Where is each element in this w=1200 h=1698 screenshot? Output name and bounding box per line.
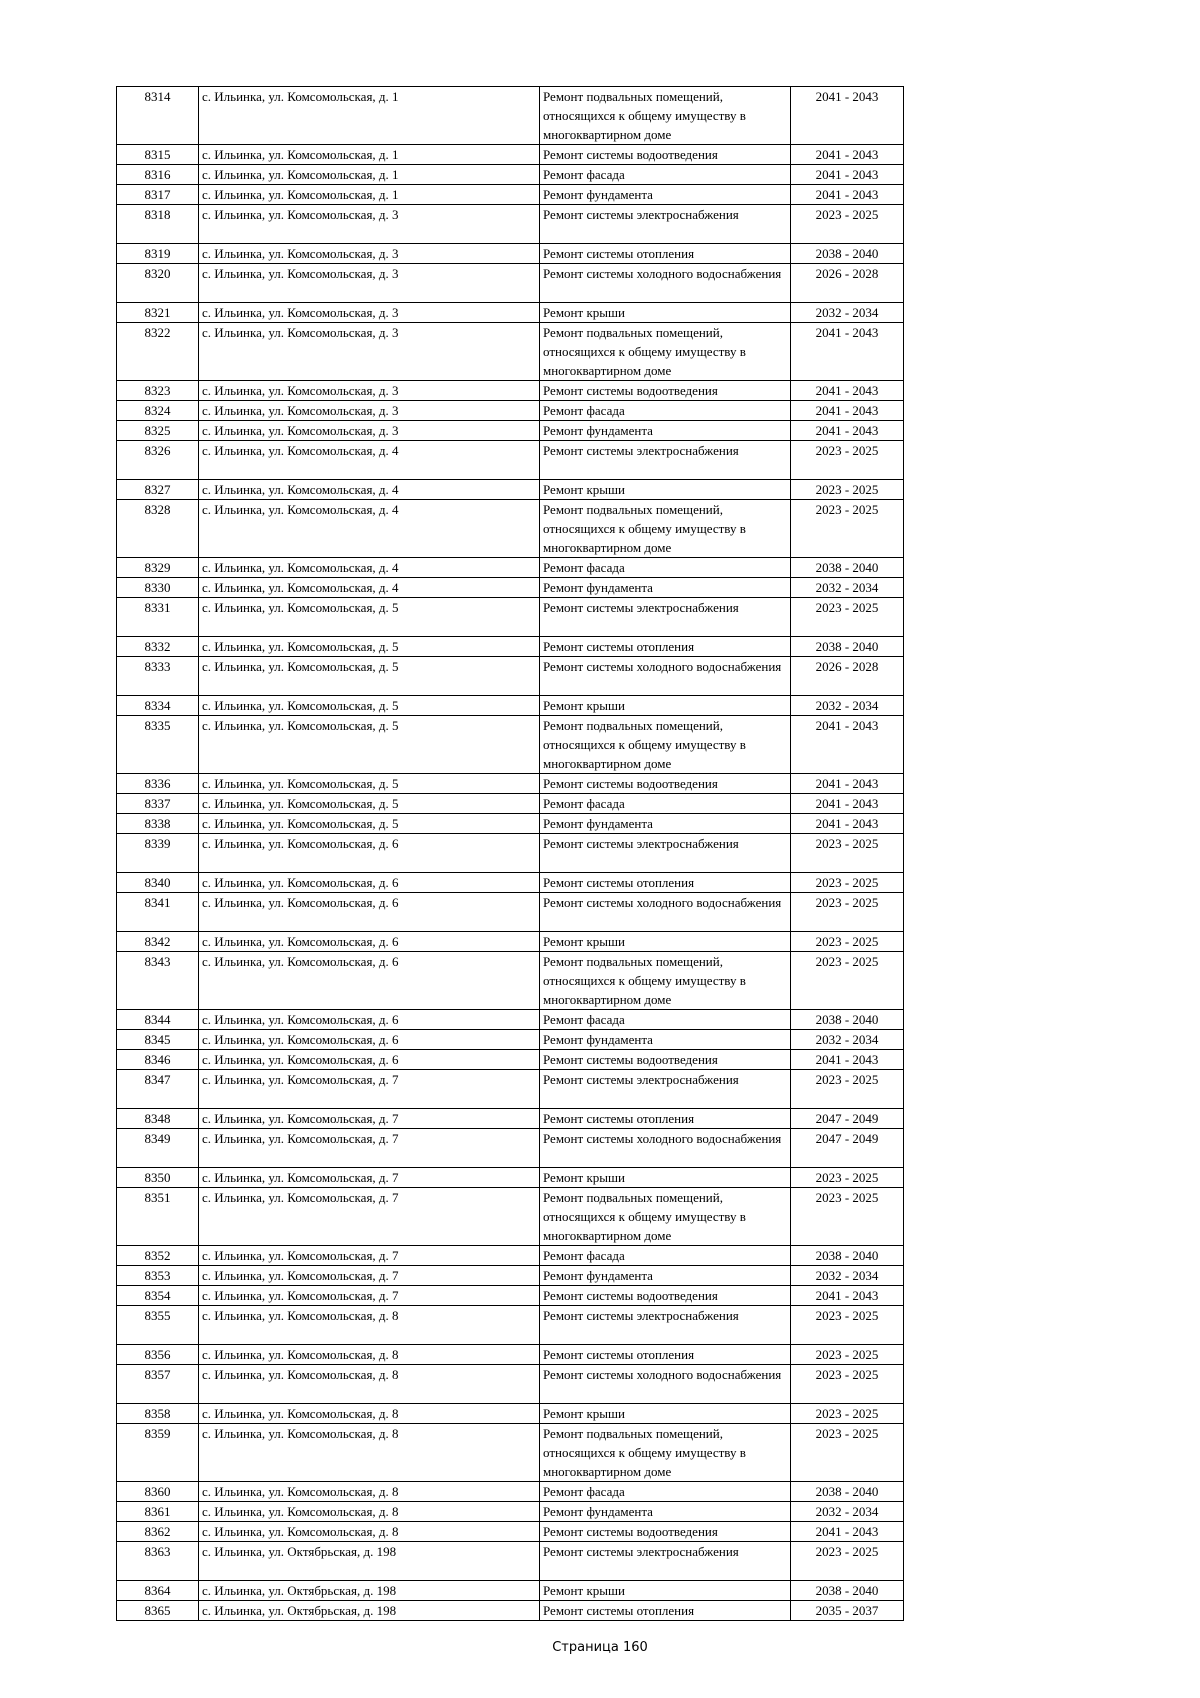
address-cell: с. Ильинка, ул. Комсомольская, д. 8 bbox=[199, 1404, 540, 1424]
work-type-cell: Ремонт системы холодного водоснабжения bbox=[540, 1365, 791, 1404]
work-type-cell: Ремонт системы электроснабжения bbox=[540, 441, 791, 480]
period-cell: 2035 - 2037 bbox=[791, 1601, 904, 1621]
address-cell: с. Ильинка, ул. Комсомольская, д. 5 bbox=[199, 774, 540, 794]
row-number-cell: 8349 bbox=[117, 1129, 199, 1168]
row-number-cell: 8317 bbox=[117, 185, 199, 205]
address-cell: с. Ильинка, ул. Комсомольская, д. 7 bbox=[199, 1070, 540, 1109]
period-cell: 2041 - 2043 bbox=[791, 774, 904, 794]
row-number-cell: 8326 bbox=[117, 441, 199, 480]
work-type-cell: Ремонт системы водоотведения bbox=[540, 774, 791, 794]
period-cell: 2023 - 2025 bbox=[791, 1070, 904, 1109]
work-type-cell: Ремонт фасада bbox=[540, 165, 791, 185]
row-number-cell: 8339 bbox=[117, 834, 199, 873]
address-cell: с. Ильинка, ул. Комсомольская, д. 1 bbox=[199, 185, 540, 205]
row-number-cell: 8328 bbox=[117, 500, 199, 558]
period-cell: 2032 - 2034 bbox=[791, 303, 904, 323]
row-number-cell: 8346 bbox=[117, 1050, 199, 1070]
work-type-cell: Ремонт системы холодного водоснабжения bbox=[540, 893, 791, 932]
work-type-cell: Ремонт фасада bbox=[540, 794, 791, 814]
period-cell: 2023 - 2025 bbox=[791, 205, 904, 244]
row-number-cell: 8362 bbox=[117, 1522, 199, 1542]
period-cell: 2032 - 2034 bbox=[791, 578, 904, 598]
table-row bbox=[117, 381, 904, 401]
work-type-cell: Ремонт системы водоотведения bbox=[540, 1286, 791, 1306]
work-type-cell: Ремонт системы отопления bbox=[540, 1601, 791, 1621]
period-cell: 2032 - 2034 bbox=[791, 1030, 904, 1050]
row-number-cell: 8327 bbox=[117, 480, 199, 500]
period-cell: 2041 - 2043 bbox=[791, 716, 904, 774]
address-cell: с. Ильинка, ул. Комсомольская, д. 3 bbox=[199, 381, 540, 401]
row-number-cell: 8351 bbox=[117, 1188, 199, 1246]
period-cell: 2041 - 2043 bbox=[791, 1050, 904, 1070]
row-number-cell: 8345 bbox=[117, 1030, 199, 1050]
work-type-cell: Ремонт фундамента bbox=[540, 1266, 791, 1286]
address-cell: с. Ильинка, ул. Октябрьская, д. 198 bbox=[199, 1601, 540, 1621]
work-type-cell: Ремонт фасада bbox=[540, 401, 791, 421]
row-number-cell: 8337 bbox=[117, 794, 199, 814]
address-cell: с. Ильинка, ул. Комсомольская, д. 4 bbox=[199, 558, 540, 578]
period-cell: 2032 - 2034 bbox=[791, 696, 904, 716]
table-row bbox=[117, 1050, 904, 1070]
table-row bbox=[117, 1502, 904, 1522]
work-type-cell: Ремонт системы холодного водоснабжения bbox=[540, 264, 791, 303]
address-cell: с. Ильинка, ул. Комсомольская, д. 8 bbox=[199, 1502, 540, 1522]
address-cell: с. Ильинка, ул. Комсомольская, д. 6 bbox=[199, 1010, 540, 1030]
row-number-cell: 8363 bbox=[117, 1542, 199, 1581]
row-number-cell: 8316 bbox=[117, 165, 199, 185]
period-cell: 2038 - 2040 bbox=[791, 1010, 904, 1030]
work-type-cell: Ремонт системы холодного водоснабжения bbox=[540, 1129, 791, 1168]
period-cell: 2023 - 2025 bbox=[791, 598, 904, 637]
address-cell: с. Ильинка, ул. Комсомольская, д. 3 bbox=[199, 244, 540, 264]
table-row bbox=[117, 1365, 904, 1404]
period-cell: 2038 - 2040 bbox=[791, 1246, 904, 1266]
period-cell: 2041 - 2043 bbox=[791, 165, 904, 185]
table-row bbox=[117, 401, 904, 421]
table-row bbox=[117, 716, 904, 774]
table-row bbox=[117, 932, 904, 952]
row-number-cell: 8350 bbox=[117, 1168, 199, 1188]
table-row bbox=[117, 500, 904, 558]
address-cell: с. Ильинка, ул. Комсомольская, д. 7 bbox=[199, 1129, 540, 1168]
work-type-cell: Ремонт фундамента bbox=[540, 1502, 791, 1522]
period-cell: 2041 - 2043 bbox=[791, 421, 904, 441]
work-type-cell: Ремонт крыши bbox=[540, 1168, 791, 1188]
work-type-cell: Ремонт системы отопления bbox=[540, 1345, 791, 1365]
work-type-cell: Ремонт подвальных помещений, относящихся к общему имуществу в многоквартирном доме bbox=[540, 716, 791, 774]
address-cell: с. Ильинка, ул. Октябрьская, д. 198 bbox=[199, 1581, 540, 1601]
address-cell: с. Ильинка, ул. Комсомольская, д. 5 bbox=[199, 598, 540, 637]
row-number-cell: 8340 bbox=[117, 873, 199, 893]
period-cell: 2041 - 2043 bbox=[791, 185, 904, 205]
table-row bbox=[117, 578, 904, 598]
period-cell: 2047 - 2049 bbox=[791, 1109, 904, 1129]
work-type-cell: Ремонт системы отопления bbox=[540, 244, 791, 264]
address-cell: с. Ильинка, ул. Комсомольская, д. 7 bbox=[199, 1266, 540, 1286]
row-number-cell: 8325 bbox=[117, 421, 199, 441]
address-cell: с. Ильинка, ул. Комсомольская, д. 5 bbox=[199, 637, 540, 657]
table-row bbox=[117, 1482, 904, 1502]
table-row bbox=[117, 1070, 904, 1109]
table-row bbox=[117, 1010, 904, 1030]
row-number-cell: 8336 bbox=[117, 774, 199, 794]
row-number-cell: 8361 bbox=[117, 1502, 199, 1522]
row-number-cell: 8333 bbox=[117, 657, 199, 696]
work-type-cell: Ремонт крыши bbox=[540, 1404, 791, 1424]
work-type-cell: Ремонт системы отопления bbox=[540, 873, 791, 893]
period-cell: 2041 - 2043 bbox=[791, 1286, 904, 1306]
work-type-cell: Ремонт крыши bbox=[540, 696, 791, 716]
work-type-cell: Ремонт фасада bbox=[540, 1482, 791, 1502]
period-cell: 2023 - 2025 bbox=[791, 834, 904, 873]
row-number-cell: 8364 bbox=[117, 1581, 199, 1601]
work-type-cell: Ремонт системы водоотведения bbox=[540, 145, 791, 165]
work-type-cell: Ремонт системы электроснабжения bbox=[540, 598, 791, 637]
address-cell: с. Ильинка, ул. Октябрьская, д. 198 bbox=[199, 1542, 540, 1581]
table-row bbox=[117, 834, 904, 873]
address-cell: с. Ильинка, ул. Комсомольская, д. 1 bbox=[199, 87, 540, 145]
address-cell: с. Ильинка, ул. Комсомольская, д. 4 bbox=[199, 500, 540, 558]
period-cell: 2038 - 2040 bbox=[791, 558, 904, 578]
repair-schedule-body bbox=[117, 87, 904, 1621]
address-cell: с. Ильинка, ул. Комсомольская, д. 6 bbox=[199, 1050, 540, 1070]
period-cell: 2023 - 2025 bbox=[791, 1542, 904, 1581]
address-cell: с. Ильинка, ул. Комсомольская, д. 7 bbox=[199, 1286, 540, 1306]
period-cell: 2041 - 2043 bbox=[791, 794, 904, 814]
table-row bbox=[117, 794, 904, 814]
row-number-cell: 8348 bbox=[117, 1109, 199, 1129]
period-cell: 2038 - 2040 bbox=[791, 1482, 904, 1502]
address-cell: с. Ильинка, ул. Комсомольская, д. 6 bbox=[199, 1030, 540, 1050]
table-row bbox=[117, 264, 904, 303]
work-type-cell: Ремонт системы холодного водоснабжения bbox=[540, 657, 791, 696]
row-number-cell: 8334 bbox=[117, 696, 199, 716]
period-cell: 2023 - 2025 bbox=[791, 480, 904, 500]
period-cell: 2023 - 2025 bbox=[791, 952, 904, 1010]
row-number-cell: 8318 bbox=[117, 205, 199, 244]
period-cell: 2023 - 2025 bbox=[791, 1404, 904, 1424]
address-cell: с. Ильинка, ул. Комсомольская, д. 6 bbox=[199, 893, 540, 932]
row-number-cell: 8355 bbox=[117, 1306, 199, 1345]
row-number-cell: 8319 bbox=[117, 244, 199, 264]
period-cell: 2041 - 2043 bbox=[791, 1522, 904, 1542]
work-type-cell: Ремонт системы электроснабжения bbox=[540, 1542, 791, 1581]
table-row bbox=[117, 1581, 904, 1601]
row-number-cell: 8330 bbox=[117, 578, 199, 598]
address-cell: с. Ильинка, ул. Комсомольская, д. 3 bbox=[199, 303, 540, 323]
table-row bbox=[117, 1522, 904, 1542]
work-type-cell: Ремонт системы водоотведения bbox=[540, 1050, 791, 1070]
work-type-cell: Ремонт фундамента bbox=[540, 578, 791, 598]
work-type-cell: Ремонт фасада bbox=[540, 1010, 791, 1030]
row-number-cell: 8356 bbox=[117, 1345, 199, 1365]
table-row bbox=[117, 1129, 904, 1168]
row-number-cell: 8324 bbox=[117, 401, 199, 421]
period-cell: 2023 - 2025 bbox=[791, 1306, 904, 1345]
table-row bbox=[117, 873, 904, 893]
address-cell: с. Ильинка, ул. Комсомольская, д. 6 bbox=[199, 952, 540, 1010]
period-cell: 2041 - 2043 bbox=[791, 814, 904, 834]
row-number-cell: 8314 bbox=[117, 87, 199, 145]
period-cell: 2041 - 2043 bbox=[791, 381, 904, 401]
address-cell: с. Ильинка, ул. Комсомольская, д. 7 bbox=[199, 1168, 540, 1188]
period-cell: 2041 - 2043 bbox=[791, 87, 904, 145]
table-row bbox=[117, 1266, 904, 1286]
address-cell: с. Ильинка, ул. Комсомольская, д. 5 bbox=[199, 657, 540, 696]
table-row bbox=[117, 87, 904, 145]
row-number-cell: 8332 bbox=[117, 637, 199, 657]
work-type-cell: Ремонт фундамента bbox=[540, 814, 791, 834]
address-cell: с. Ильинка, ул. Комсомольская, д. 5 bbox=[199, 794, 540, 814]
table-row bbox=[117, 145, 904, 165]
table-row bbox=[117, 1188, 904, 1246]
address-cell: с. Ильинка, ул. Комсомольская, д. 7 bbox=[199, 1109, 540, 1129]
address-cell: с. Ильинка, ул. Комсомольская, д. 3 bbox=[199, 323, 540, 381]
table-row bbox=[117, 952, 904, 1010]
period-cell: 2023 - 2025 bbox=[791, 893, 904, 932]
table-row bbox=[117, 696, 904, 716]
table-row bbox=[117, 303, 904, 323]
period-cell: 2023 - 2025 bbox=[791, 1365, 904, 1404]
address-cell: с. Ильинка, ул. Комсомольская, д. 4 bbox=[199, 441, 540, 480]
row-number-cell: 8357 bbox=[117, 1365, 199, 1404]
work-type-cell: Ремонт системы электроснабжения bbox=[540, 205, 791, 244]
row-number-cell: 8358 bbox=[117, 1404, 199, 1424]
period-cell: 2032 - 2034 bbox=[791, 1502, 904, 1522]
row-number-cell: 8354 bbox=[117, 1286, 199, 1306]
address-cell: с. Ильинка, ул. Комсомольская, д. 4 bbox=[199, 480, 540, 500]
table-row bbox=[117, 1246, 904, 1266]
row-number-cell: 8344 bbox=[117, 1010, 199, 1030]
work-type-cell: Ремонт крыши bbox=[540, 932, 791, 952]
table-row bbox=[117, 1286, 904, 1306]
work-type-cell: Ремонт системы водоотведения bbox=[540, 381, 791, 401]
period-cell: 2023 - 2025 bbox=[791, 932, 904, 952]
row-number-cell: 8321 bbox=[117, 303, 199, 323]
address-cell: с. Ильинка, ул. Комсомольская, д. 6 bbox=[199, 873, 540, 893]
address-cell: с. Ильинка, ул. Комсомольская, д. 5 bbox=[199, 814, 540, 834]
row-number-cell: 8322 bbox=[117, 323, 199, 381]
table-row bbox=[117, 1306, 904, 1345]
row-number-cell: 8342 bbox=[117, 932, 199, 952]
table-row bbox=[117, 598, 904, 637]
address-cell: с. Ильинка, ул. Комсомольская, д. 7 bbox=[199, 1246, 540, 1266]
row-number-cell: 8323 bbox=[117, 381, 199, 401]
period-cell: 2026 - 2028 bbox=[791, 264, 904, 303]
row-number-cell: 8343 bbox=[117, 952, 199, 1010]
work-type-cell: Ремонт крыши bbox=[540, 1581, 791, 1601]
table-row bbox=[117, 637, 904, 657]
work-type-cell: Ремонт системы электроснабжения bbox=[540, 834, 791, 873]
period-cell: 2032 - 2034 bbox=[791, 1266, 904, 1286]
work-type-cell: Ремонт подвальных помещений, относящихся к общему имуществу в многоквартирном доме bbox=[540, 1424, 791, 1482]
row-number-cell: 8353 bbox=[117, 1266, 199, 1286]
table-row bbox=[117, 1542, 904, 1581]
row-number-cell: 8365 bbox=[117, 1601, 199, 1621]
period-cell: 2047 - 2049 bbox=[791, 1129, 904, 1168]
period-cell: 2023 - 2025 bbox=[791, 1345, 904, 1365]
row-number-cell: 8341 bbox=[117, 893, 199, 932]
period-cell: 2023 - 2025 bbox=[791, 873, 904, 893]
address-cell: с. Ильинка, ул. Комсомольская, д. 7 bbox=[199, 1188, 540, 1246]
table-row bbox=[117, 1109, 904, 1129]
row-number-cell: 8329 bbox=[117, 558, 199, 578]
table-row bbox=[117, 205, 904, 244]
work-type-cell: Ремонт подвальных помещений, относящихся к общему имуществу в многоквартирном доме bbox=[540, 500, 791, 558]
address-cell: с. Ильинка, ул. Комсомольская, д. 3 bbox=[199, 401, 540, 421]
work-type-cell: Ремонт подвальных помещений, относящихся к общему имуществу в многоквартирном доме bbox=[540, 87, 791, 145]
row-number-cell: 8335 bbox=[117, 716, 199, 774]
address-cell: с. Ильинка, ул. Комсомольская, д. 6 bbox=[199, 932, 540, 952]
row-number-cell: 8315 bbox=[117, 145, 199, 165]
period-cell: 2041 - 2043 bbox=[791, 145, 904, 165]
work-type-cell: Ремонт системы отопления bbox=[540, 637, 791, 657]
period-cell: 2041 - 2043 bbox=[791, 401, 904, 421]
table-row bbox=[117, 1345, 904, 1365]
table-row bbox=[117, 558, 904, 578]
row-number-cell: 8360 bbox=[117, 1482, 199, 1502]
address-cell: с. Ильинка, ул. Комсомольская, д. 8 bbox=[199, 1306, 540, 1345]
work-type-cell: Ремонт подвальных помещений, относящихся к общему имуществу в многоквартирном доме bbox=[540, 1188, 791, 1246]
period-cell: 2023 - 2025 bbox=[791, 500, 904, 558]
page-number: Страница 160 bbox=[552, 1640, 648, 1655]
period-cell: 2038 - 2040 bbox=[791, 1581, 904, 1601]
address-cell: с. Ильинка, ул. Комсомольская, д. 5 bbox=[199, 696, 540, 716]
address-cell: с. Ильинка, ул. Комсомольская, д. 8 bbox=[199, 1424, 540, 1482]
work-type-cell: Ремонт фундамента bbox=[540, 1030, 791, 1050]
row-number-cell: 8331 bbox=[117, 598, 199, 637]
table-row bbox=[117, 185, 904, 205]
row-number-cell: 8338 bbox=[117, 814, 199, 834]
address-cell: с. Ильинка, ул. Комсомольская, д. 4 bbox=[199, 578, 540, 598]
address-cell: с. Ильинка, ул. Комсомольская, д. 1 bbox=[199, 165, 540, 185]
work-type-cell: Ремонт системы водоотведения bbox=[540, 1522, 791, 1542]
work-type-cell: Ремонт подвальных помещений, относящихся к общему имуществу в многоквартирном доме bbox=[540, 952, 791, 1010]
address-cell: с. Ильинка, ул. Комсомольская, д. 3 bbox=[199, 205, 540, 244]
table-row bbox=[117, 1168, 904, 1188]
table-row bbox=[117, 480, 904, 500]
period-cell: 2038 - 2040 bbox=[791, 637, 904, 657]
table-row bbox=[117, 657, 904, 696]
address-cell: с. Ильинка, ул. Комсомольская, д. 1 bbox=[199, 145, 540, 165]
period-cell: 2023 - 2025 bbox=[791, 441, 904, 480]
address-cell: с. Ильинка, ул. Комсомольская, д. 8 bbox=[199, 1365, 540, 1404]
table-row bbox=[117, 1030, 904, 1050]
table-row bbox=[117, 1601, 904, 1621]
table-row bbox=[117, 1404, 904, 1424]
table-row bbox=[117, 441, 904, 480]
table-row bbox=[117, 244, 904, 264]
work-type-cell: Ремонт системы электроснабжения bbox=[540, 1070, 791, 1109]
table-row bbox=[117, 421, 904, 441]
table-row bbox=[117, 165, 904, 185]
address-cell: с. Ильинка, ул. Комсомольская, д. 8 bbox=[199, 1482, 540, 1502]
work-type-cell: Ремонт крыши bbox=[540, 303, 791, 323]
table-row bbox=[117, 774, 904, 794]
address-cell: с. Ильинка, ул. Комсомольская, д. 3 bbox=[199, 421, 540, 441]
work-type-cell: Ремонт фасада bbox=[540, 558, 791, 578]
repair-schedule-table bbox=[116, 86, 904, 1621]
table-row bbox=[117, 814, 904, 834]
row-number-cell: 8352 bbox=[117, 1246, 199, 1266]
work-type-cell: Ремонт фундамента bbox=[540, 421, 791, 441]
period-cell: 2023 - 2025 bbox=[791, 1168, 904, 1188]
address-cell: с. Ильинка, ул. Комсомольская, д. 3 bbox=[199, 264, 540, 303]
row-number-cell: 8320 bbox=[117, 264, 199, 303]
table-row bbox=[117, 323, 904, 381]
period-cell: 2041 - 2043 bbox=[791, 323, 904, 381]
work-type-cell: Ремонт крыши bbox=[540, 480, 791, 500]
work-type-cell: Ремонт фасада bbox=[540, 1246, 791, 1266]
address-cell: с. Ильинка, ул. Комсомольская, д. 8 bbox=[199, 1522, 540, 1542]
row-number-cell: 8359 bbox=[117, 1424, 199, 1482]
work-type-cell: Ремонт подвальных помещений, относящихся к общему имуществу в многоквартирном доме bbox=[540, 323, 791, 381]
table-row bbox=[117, 893, 904, 932]
period-cell: 2023 - 2025 bbox=[791, 1424, 904, 1482]
address-cell: с. Ильинка, ул. Комсомольская, д. 8 bbox=[199, 1345, 540, 1365]
period-cell: 2023 - 2025 bbox=[791, 1188, 904, 1246]
row-number-cell: 8347 bbox=[117, 1070, 199, 1109]
period-cell: 2026 - 2028 bbox=[791, 657, 904, 696]
work-type-cell: Ремонт фундамента bbox=[540, 185, 791, 205]
work-type-cell: Ремонт системы отопления bbox=[540, 1109, 791, 1129]
period-cell: 2038 - 2040 bbox=[791, 244, 904, 264]
address-cell: с. Ильинка, ул. Комсомольская, д. 6 bbox=[199, 834, 540, 873]
address-cell: с. Ильинка, ул. Комсомольская, д. 5 bbox=[199, 716, 540, 774]
table-row bbox=[117, 1424, 904, 1482]
work-type-cell: Ремонт системы электроснабжения bbox=[540, 1306, 791, 1345]
